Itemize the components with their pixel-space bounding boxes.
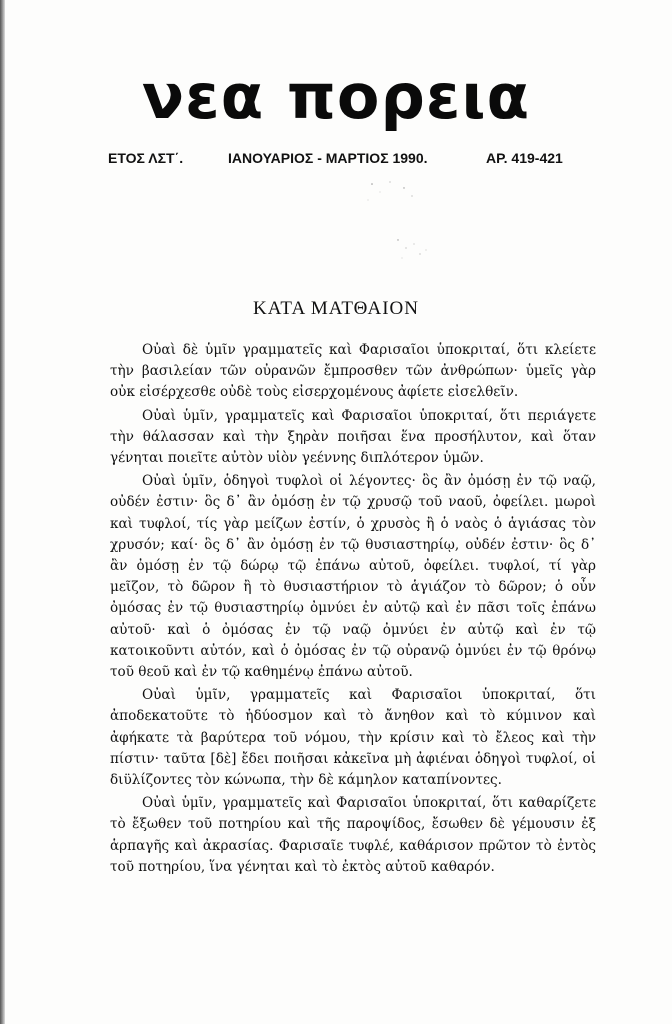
issue-number: ΑΡ. 419-421 xyxy=(486,150,563,166)
issue-line xyxy=(0,150,672,170)
article-heading: ΚΑΤΑ ΜΑΤΘΑΙΟΝ xyxy=(253,298,419,319)
paragraph: Οὐαὶ ὑμῖν, γραμματεῖς καὶ Φαρισαῖοι ὑποκριταί, ὅτι περιάγετε τὴν θάλασσαν καὶ τὴν ξηρὰν ποιῆσαι ἕνα προσήλυτον, καὶ ὅταν γένηται ποιεῖτε αὐτὸν υἱὸν γεέννης διπλότερον ὑμῶν. xyxy=(110,407,596,467)
article-body xyxy=(110,340,596,880)
paragraph: Οὐαὶ δὲ ὑμῖν γραμματεῖς καὶ Φαρισαῖοι ὑποκριταί, ὅτι κλείετε τὴν βασιλείαν τῶν οὐρανῶν ἔμπροσθεν τῶν ἀνθρώπων· ὑμεῖς γὰρ οὐκ εἰσέρχεσθε οὐδὲ τοὺς εἰσερχομένους ἀφίετε εἰσελθεῖν. xyxy=(110,342,596,401)
issue-year: ΕΤΟΣ ΛΣΤ΄. xyxy=(108,150,184,166)
paragraph: Οὐαὶ ὑμῖν, γραμματεῖς καὶ Φαρισαῖοι ὑποκριταί, ὅτι ἀποδεκατοῦτε τὸ ἡδύοσμον καὶ τὸ ἄνηθον καὶ τὸ κύμινον καὶ ἀφήκατε τὰ βαρύτερα τοῦ νόμου, τὴν κρίσιν καὶ τὸ ἔλεος καὶ τὴν πίστιν· ταῦτα [δὲ] ἔδει ποιῆσαι κἀκεῖνα μὴ ἀφιέναι ὁδηγοὶ τυφλοί, οἱ διϋλίζοντες τὸν κώνωπα, τὴν δὲ κάμηλον καταπίνοντες. xyxy=(110,687,596,789)
masthead-title: νεα πορεια xyxy=(141,60,531,133)
issue-date: ΙΑΝΟΥΑΡΙΟΣ - ΜΑΡΤΙΟΣ 1990. xyxy=(228,150,428,166)
scan-specks xyxy=(360,178,450,268)
paragraph: Οὐαὶ ὑμῖν, ὁδηγοὶ τυφλοὶ οἱ λέγοντες· ὃς ἂν ὀμόσῃ ἐν τῷ ναῷ, οὐδέν ἐστιν· ὃς δ᾿ ἂν ὀμόσῃ ἐν τῷ χρυσῷ τοῦ ναοῦ, ὀφείλει. μωροὶ καὶ τυφλοί, τίς γὰρ μείζων ἐστίν, ὁ χρυσὸς ἢ ὁ ναὸς ὁ ἁγιάσας τὸν χρυσόν; καί· ὃς δ᾿ ἂν ὀμόσῃ ἐν τῷ θυσιαστηρίῳ, οὐδέν ἐστιν· ὃς δ᾿ ἂν ὀμόσῃ ἐν τῷ δώρῳ τῷ ἐπάνω αὐτοῦ, ὀφείλει. τυφλοί, τί γὰρ μεῖζον, τὸ δῶρον ἢ τὸ θυσιαστήριον τὸ ἁγιάζον τὸ δῶρον; ὁ οὖν ὀμόσας ἐν τῷ θυσιαστηρίῳ ὀμνύει ἐν αὐτῷ καὶ ἐν πᾶσι τοῖς ἐπάνω αὐτοῦ· καὶ ὁ ὀμόσας ἐν τῷ ναῷ ὀμνύει ἐν αὐτῷ καὶ ἐν τῷ κατοικοῦντι αὐτόν, καὶ ὁ ὀμόσας ἐν τῷ οὐρανῷ ὀμνύει ἐν τῷ θρόνῳ τοῦ θεοῦ καὶ ἐν τῷ καθημένῳ ἐπάνω αὐτοῦ. xyxy=(110,473,596,681)
paragraph: Οὐαὶ ὑμῖν, γραμματεῖς καὶ Φαρισαῖοι ὑποκριταί, ὅτι καθαρίζετε τὸ ἔξωθεν τοῦ ποτηρίου καὶ τῆς παροψίδος, ἔσωθεν δὲ γέμουσιν ἐξ ἁρπαγῆς καὶ ἀκρασίας. Φαρισαῖε τυφλέ, καθάρισον πρῶτον τὸ ἐντὸς τοῦ ποτηρίου, ἵνα γένηται καὶ τὸ ἐκτὸς αὐτοῦ καθαρόν. xyxy=(110,795,596,875)
